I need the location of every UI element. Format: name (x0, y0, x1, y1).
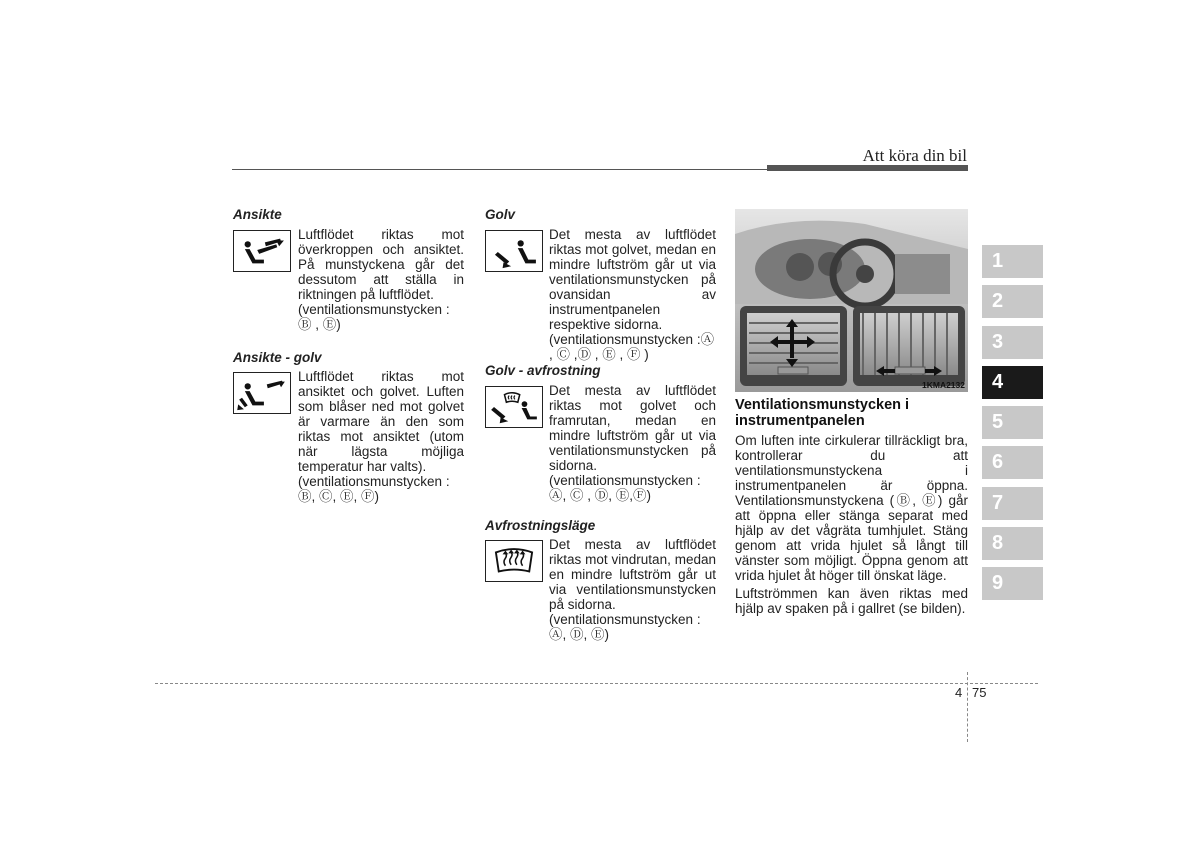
figure-code: 1KMA2132 (922, 380, 965, 390)
section-heading-ansikte: Ansikte (233, 207, 282, 222)
defrost-icon (485, 540, 543, 582)
vent-references: (ventilationsmunstycken : Ⓑ , Ⓔ) (298, 302, 450, 332)
paragraph: Om luften inte cirkulerar tillräckligt bra, kontrollerar du att ventilationsmunstyckena i instrumentpanelen är öppna. Ventilationsmunstyckena (Ⓑ, Ⓔ) går att öppna eller stänga separat med hjälp av det vågräta tumhjulet. Stäng genom att vrida hjulet så långt till vänster som möjligt. Öppna genom att vrida hjulet åt höger till önskat läge. (735, 433, 968, 583)
section-text-ansikte (298, 227, 464, 332)
vent-references: (ventilationsmunstycken : Ⓐ, Ⓓ, Ⓔ) (549, 612, 701, 642)
section-text-golv (549, 227, 716, 362)
paragraph: Luftströmmen kan även riktas med hjälp av spaken på i gallret (se bilden). (735, 586, 968, 616)
section-heading-golv-avfrostning: Golv - avfrostning (485, 363, 601, 378)
chapter-tab-7[interactable]: 7 (982, 487, 1043, 520)
vent-references: (ventilationsmunstycken :Ⓐ , Ⓒ ,Ⓓ , Ⓔ , Ⓕ ) (549, 332, 715, 362)
description: Luftflödet riktas mot överkroppen och ansiktet. På munstyckena går det dessutom att ställa in riktningen på luftflödet. (298, 227, 464, 302)
face-floor-vent-icon (233, 372, 291, 414)
vent-references: (ventilationsmunstycken : Ⓐ, Ⓒ , Ⓓ, Ⓔ,Ⓕ) (549, 473, 701, 503)
footer-divider (967, 672, 968, 742)
chapter-tab-9[interactable]: 9 (982, 567, 1043, 600)
chapter-tab-1[interactable]: 1 (982, 245, 1043, 278)
header-rule (232, 169, 767, 170)
section-text-ansikte-golv (298, 369, 464, 504)
section-heading-golv: Golv (485, 207, 516, 222)
vent-references: (ventilationsmunstycken : Ⓑ, Ⓒ, Ⓔ, Ⓕ) (298, 474, 450, 504)
dashboard-vents-figure (735, 209, 968, 392)
page-chapter: 4 (955, 685, 963, 700)
chapter-tabs (982, 245, 1043, 608)
footer-rule (155, 683, 1038, 684)
description: Det mesta av luftflödet riktas mot vindrutan, medan en mindre luftström går ut via ventilationsmunstycken på sidorna. (549, 537, 716, 612)
page-number: 75 (972, 685, 987, 700)
description: Luftflödet riktas mot ansiktet och golvet. Luften som blåser ned mot golvet är varmare än den som riktas mot ansiktet (utom när lägsta möjliga temperatur har valts). (298, 369, 464, 474)
section-text-avfrostningslage (549, 537, 716, 642)
vent-section-body (735, 433, 968, 619)
floor-vent-icon (485, 230, 543, 272)
chapter-tab-8[interactable]: 8 (982, 527, 1043, 560)
page-header-title: Att köra din bil (862, 146, 967, 165)
floor-defrost-icon (485, 386, 543, 428)
description: Det mesta av luftflödet riktas mot golvet och framrutan, medan en mindre luftström går ut via ventilationsmunstycken på sidorna. (549, 383, 716, 473)
face-vent-icon (233, 230, 291, 272)
section-heading-ansikte-golv: Ansikte - golv (233, 350, 322, 365)
section-text-golv-avfrostning (549, 383, 716, 503)
description: Det mesta av luftflödet riktas mot golvet, medan en mindre luftström går ut via ventilationsmunstycken på ovansidan av instrumentpanelen respektive sidorna. (549, 227, 716, 332)
chapter-tab-2[interactable]: 2 (982, 285, 1043, 318)
vent-section-title: Ventilationsmunstycken i instrumentpanelen (735, 397, 910, 429)
chapter-tab-6[interactable]: 6 (982, 446, 1043, 479)
section-heading-avfrostningslage: Avfrostningsläge (485, 518, 596, 533)
chapter-tab-4[interactable]: 4 (982, 366, 1043, 399)
chapter-tab-5[interactable]: 5 (982, 406, 1043, 439)
header-rule-accent (767, 165, 968, 171)
chapter-tab-3[interactable]: 3 (982, 326, 1043, 359)
